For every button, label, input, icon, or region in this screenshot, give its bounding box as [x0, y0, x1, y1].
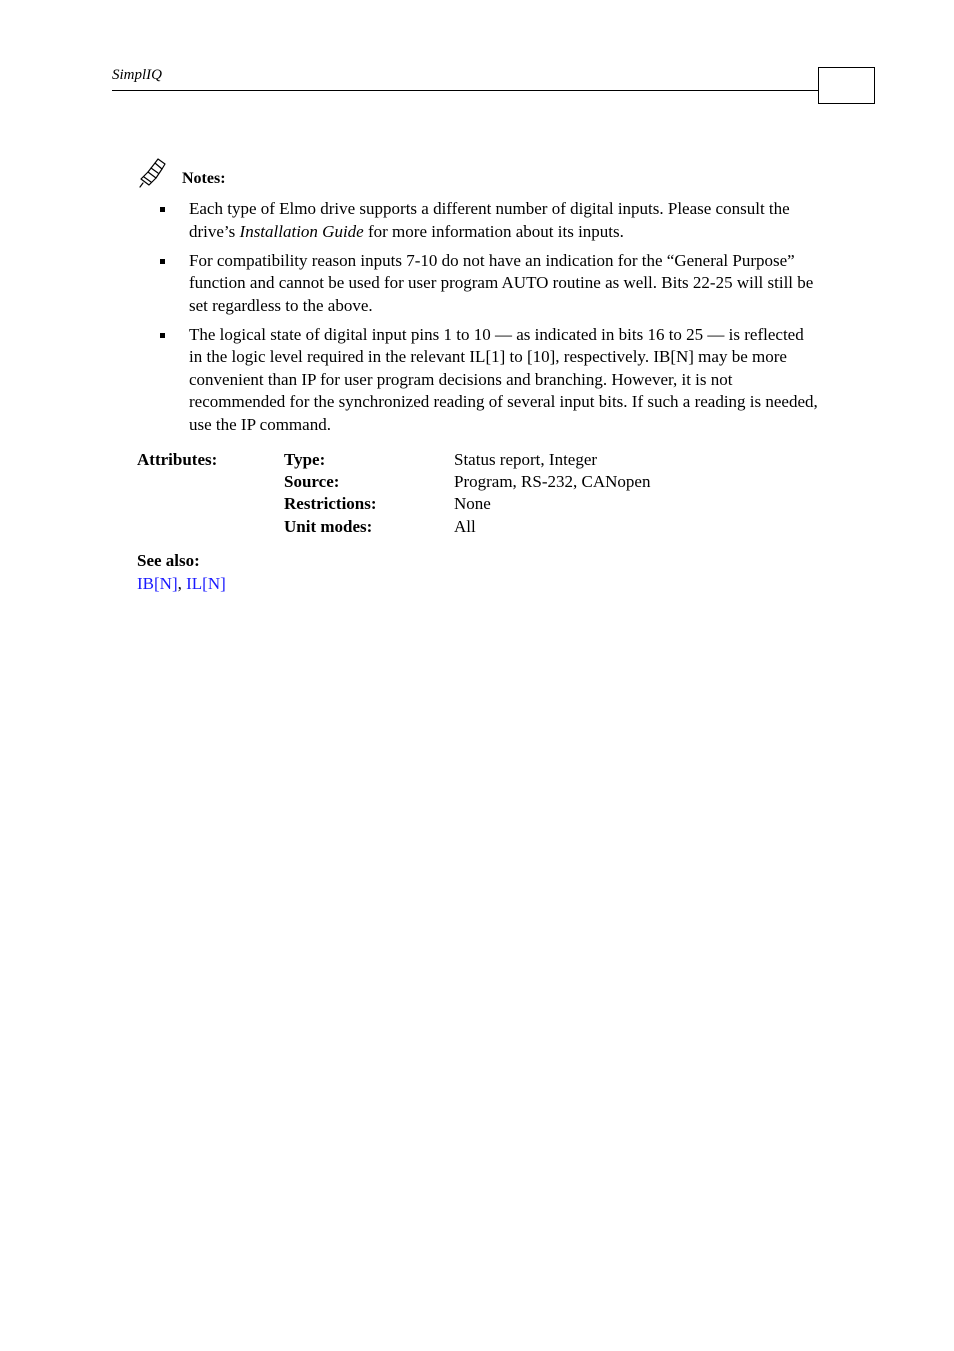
bullet-icon: [160, 207, 165, 212]
attribute-value: None: [454, 494, 491, 513]
see-also-links: [137, 574, 226, 594]
note-text: For compatibility reason inputs 7-10 do not have an indication for the “General Purpose” function and cannot be used for user program AUTO routine as well. Bits 22-25 will still be set regardless to the above.: [189, 250, 814, 315]
notes-list: [160, 198, 820, 443]
note-text: Each type of Elmo drive supports a different number of digital inputs. Please consult the drive’s: [189, 199, 790, 241]
page-number-box: [818, 67, 875, 104]
link-ib-n[interactable]: IB[N]: [137, 574, 178, 593]
attribute-key: Unit modes:: [284, 517, 373, 536]
attribute-key: Source:: [284, 472, 340, 491]
list-item: [160, 324, 820, 437]
attribute-key: Restrictions:: [284, 494, 377, 513]
note-emphasis: Installation Guide: [239, 221, 364, 241]
attribute-value: Status report, Integer: [454, 450, 598, 469]
note-text: for more information about its inputs.: [363, 221, 624, 241]
note-text: The logical state of digital input pins 1 to 10 — as indicated in bits 16 to 25 — is reflected in the logic level required in the relevant IL[1] to [10], respectively. IB[N] may be more convenient than IP for user program decisions and branching. However, it is not recommended for the synchronized reading of several input bits. If such a reading is needed, use the IP command.: [189, 324, 818, 434]
header-title: SimplIQ: [112, 67, 162, 83]
attributes-label: Attributes:: [137, 450, 218, 469]
attribute-value: Program, RS-232, CANopen: [454, 472, 651, 491]
attribute-key: Type:: [284, 450, 326, 469]
attribute-value: All: [454, 517, 476, 536]
link-il-n[interactable]: IL[N]: [186, 574, 226, 593]
see-also-heading: See also:: [137, 551, 200, 570]
bullet-icon: [160, 333, 165, 338]
bullet-icon: [160, 259, 165, 264]
list-item: [160, 198, 820, 243]
notes-heading: Notes:: [182, 170, 226, 187]
link-separator: ,: [177, 574, 187, 593]
note-hand-icon: [138, 157, 170, 189]
header-rule: [112, 90, 819, 91]
list-item: [160, 250, 820, 318]
